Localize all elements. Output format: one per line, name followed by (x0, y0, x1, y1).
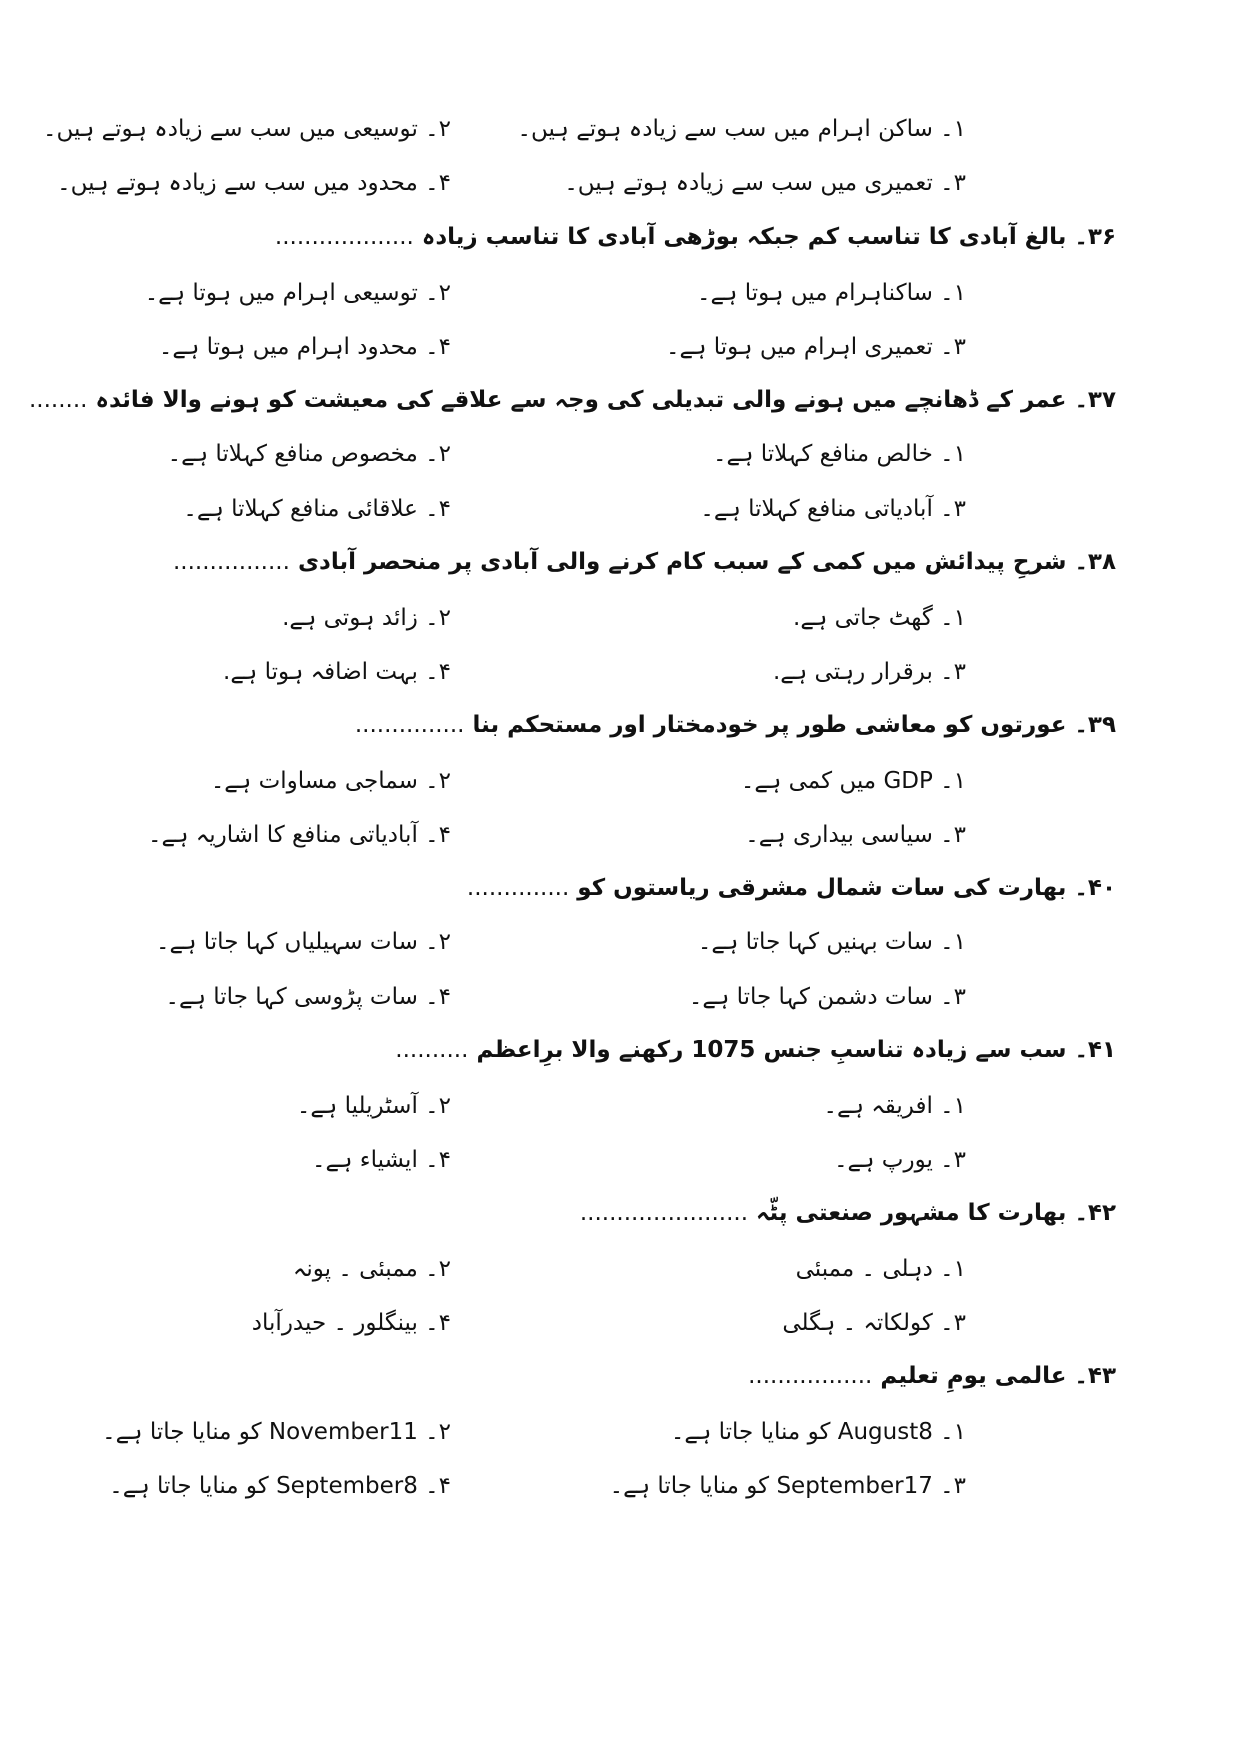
option-2: ۲۔ سات سہیلیاں کہا جاتا ہے۔ (156, 929, 451, 955)
option-row (42, 107, 1116, 151)
option-row (57, 161, 1116, 205)
question-36 (126, 215, 1116, 259)
option-row (109, 1464, 1116, 1508)
option-4: ۴۔ آبادیاتی منافع کا اشاریہ ہے۔ (148, 822, 451, 848)
option-3: ۳۔ آبادیاتی منافع کہلاتا ہے۔ (700, 496, 966, 522)
question-39 (126, 703, 1116, 747)
option-2: ۲۔ سماجی مساوات ہے۔ (210, 768, 451, 794)
option-1: ۱۔ خالص منافع کہلاتا ہے۔ (713, 441, 966, 467)
option-2: ۲۔ توسیعی اہرام میں ہوتا ہے۔ (144, 280, 451, 306)
option-row (126, 1301, 1116, 1345)
option-1: ۱۔ August8 کو منایا جاتا ہے۔ (670, 1419, 966, 1445)
option-4: ۴۔ September8 کو منایا جاتا ہے۔ (109, 1473, 451, 1499)
option-4: ۴۔ بینگلور ۔ حیدرآباد (251, 1310, 451, 1336)
answer-blank: ............... (354, 712, 465, 738)
question-38 (126, 540, 1116, 584)
option-2: ۲۔ زائد ہوتی ہے. (282, 605, 451, 631)
option-2: ۲۔ آسٹریلیا ہے۔ (296, 1093, 451, 1119)
option-row (126, 1084, 1116, 1128)
option-row (126, 1247, 1116, 1291)
answer-blank: ................ (172, 549, 290, 575)
option-4: ۴۔ محدود میں سب سے زیادہ ہوتے ہیں۔ (57, 170, 451, 196)
option-3: ۳۔ September17 کو منایا جاتا ہے۔ (609, 1473, 966, 1499)
option-1: ۱۔ گھٹ جاتی ہے. (793, 605, 966, 631)
option-row (126, 596, 1116, 640)
option-row (126, 325, 1116, 369)
option-2: ۲۔ November11 کو منایا جاتا ہے۔ (102, 1419, 451, 1445)
option-3: ۳۔ کولکاتہ ۔ ہگلی (782, 1310, 966, 1336)
option-4: ۴۔ بہت اضافہ ہوتا ہے. (223, 659, 451, 685)
option-1: ۱۔ ساکن اہرام میں سب سے زیادہ ہوتے ہیں۔ (517, 116, 966, 142)
option-3: ۳۔ تعمیری اہرام میں ہوتا ہے۔ (666, 334, 966, 360)
answer-blank: .......... (395, 1037, 469, 1063)
question-text: ۳۶۔ بالغ آبادی کا تناسب کم جبکہ بوڑھی آبادی کا تناسب زیادہ (421, 224, 1116, 250)
option-4: ۴۔ محدود اہرام میں ہوتا ہے۔ (158, 334, 451, 360)
option-4: ۴۔ سات پڑوسی کہا جاتا ہے۔ (165, 984, 451, 1010)
option-4: ۴۔ ایشیاء ہے۔ (312, 1147, 451, 1173)
option-3: ۳۔ تعمیری میں سب سے زیادہ ہوتے ہیں۔ (564, 170, 966, 196)
question-text: ۴۱۔ سب سے زیادہ تناسبِ جنس 1075 رکھنے والا برِاعظم (476, 1037, 1116, 1063)
option-row (102, 1410, 1116, 1454)
option-3: ۳۔ سیاسی بیداری ہے۔ (745, 822, 966, 848)
answer-blank: ................. (748, 1363, 873, 1389)
option-2: ۲۔ توسیعی میں سب سے زیادہ ہوتے ہیں۔ (42, 116, 451, 142)
option-row (126, 271, 1116, 315)
question-text: ۳۹۔ عورتوں کو معاشی طور پر خودمختار اور مستحکم بنا (472, 712, 1116, 738)
question-text: ۴۲۔ بھارت کا مشہور صنعتی پٹّہ (756, 1200, 1116, 1226)
question-text: ۳۷۔ عمر کے ڈھانچے میں ہونے والی تبدیلی کی وجہ سے علاقے کی معیشت کو ہونے والا فائدہ (95, 387, 1116, 413)
option-1: ۱۔ سات بہنیں کہا جاتا ہے۔ (697, 929, 966, 955)
option-row (126, 920, 1116, 964)
answer-blank: .............. (466, 875, 570, 901)
option-3: ۳۔ سات دشمن کہا جاتا ہے۔ (688, 984, 966, 1010)
question-text: ۳۸۔ شرحِ پیدائش میں کمی کے سبب کام کرنے والی آبادی پر منحصر آبادی (297, 549, 1116, 575)
option-4: ۴۔ علاقائی منافع کہلاتا ہے۔ (183, 496, 451, 522)
option-row (126, 487, 1116, 531)
question-42 (126, 1191, 1116, 1235)
option-1: ۱۔ GDP میں کمی ہے۔ (740, 768, 966, 794)
question-40 (126, 866, 1116, 910)
option-2: ۲۔ ممبئی ۔ پونہ (292, 1256, 451, 1282)
question-43 (126, 1354, 1116, 1398)
option-row (126, 813, 1116, 857)
option-1: ۱۔ افریقہ ہے۔ (823, 1093, 966, 1119)
question-text: ۴۰۔ بھارت کی سات شمال مشرقی ریاستوں کو (577, 875, 1116, 901)
option-row (126, 759, 1116, 803)
option-row (126, 432, 1116, 476)
answer-blank: ........ (28, 387, 88, 413)
question-text: ۴۳۔ عالمی یومِ تعلیم (880, 1363, 1116, 1389)
option-3: ۳۔ برقرار رہتی ہے. (772, 659, 966, 685)
option-1: ۱۔ ساکناہرام میں ہوتا ہے۔ (696, 280, 966, 306)
option-row (126, 650, 1116, 694)
option-row (126, 1138, 1116, 1182)
answer-blank: ................... (274, 224, 414, 250)
question-41 (126, 1028, 1116, 1072)
option-3: ۳۔ یورپ ہے۔ (834, 1147, 966, 1173)
option-1: ۱۔ دہلی ۔ ممبئی (795, 1256, 966, 1282)
answer-blank: ....................... (579, 1200, 749, 1226)
question-37 (28, 378, 1116, 422)
option-2: ۲۔ مخصوص منافع کہلاتا ہے۔ (167, 441, 451, 467)
option-row (126, 975, 1116, 1019)
